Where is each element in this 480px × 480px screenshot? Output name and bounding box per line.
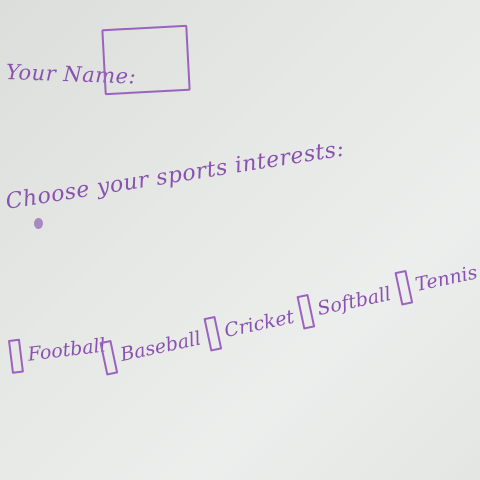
- tennis-label: Tennis: [413, 261, 480, 297]
- option-cricket[interactable]: [203, 300, 297, 352]
- cricket-label: Cricket: [222, 305, 297, 343]
- option-tennis[interactable]: [394, 256, 480, 306]
- softball-checkbox[interactable]: [296, 294, 315, 330]
- option-baseball[interactable]: [99, 322, 204, 376]
- tennis-checkbox[interactable]: [394, 270, 413, 306]
- baseball-label: Baseball: [118, 327, 204, 367]
- softball-label: Softball: [315, 282, 394, 321]
- baseball-checkbox[interactable]: [99, 340, 118, 376]
- cricket-checkbox[interactable]: [203, 316, 222, 352]
- sports-prompt: Choose your sports interests:: [4, 136, 347, 215]
- football-label: Football: [26, 334, 107, 366]
- option-softball[interactable]: [296, 277, 394, 330]
- football-checkbox[interactable]: [8, 339, 24, 374]
- name-label: Your Name:: [5, 60, 137, 89]
- option-football[interactable]: [8, 328, 108, 373]
